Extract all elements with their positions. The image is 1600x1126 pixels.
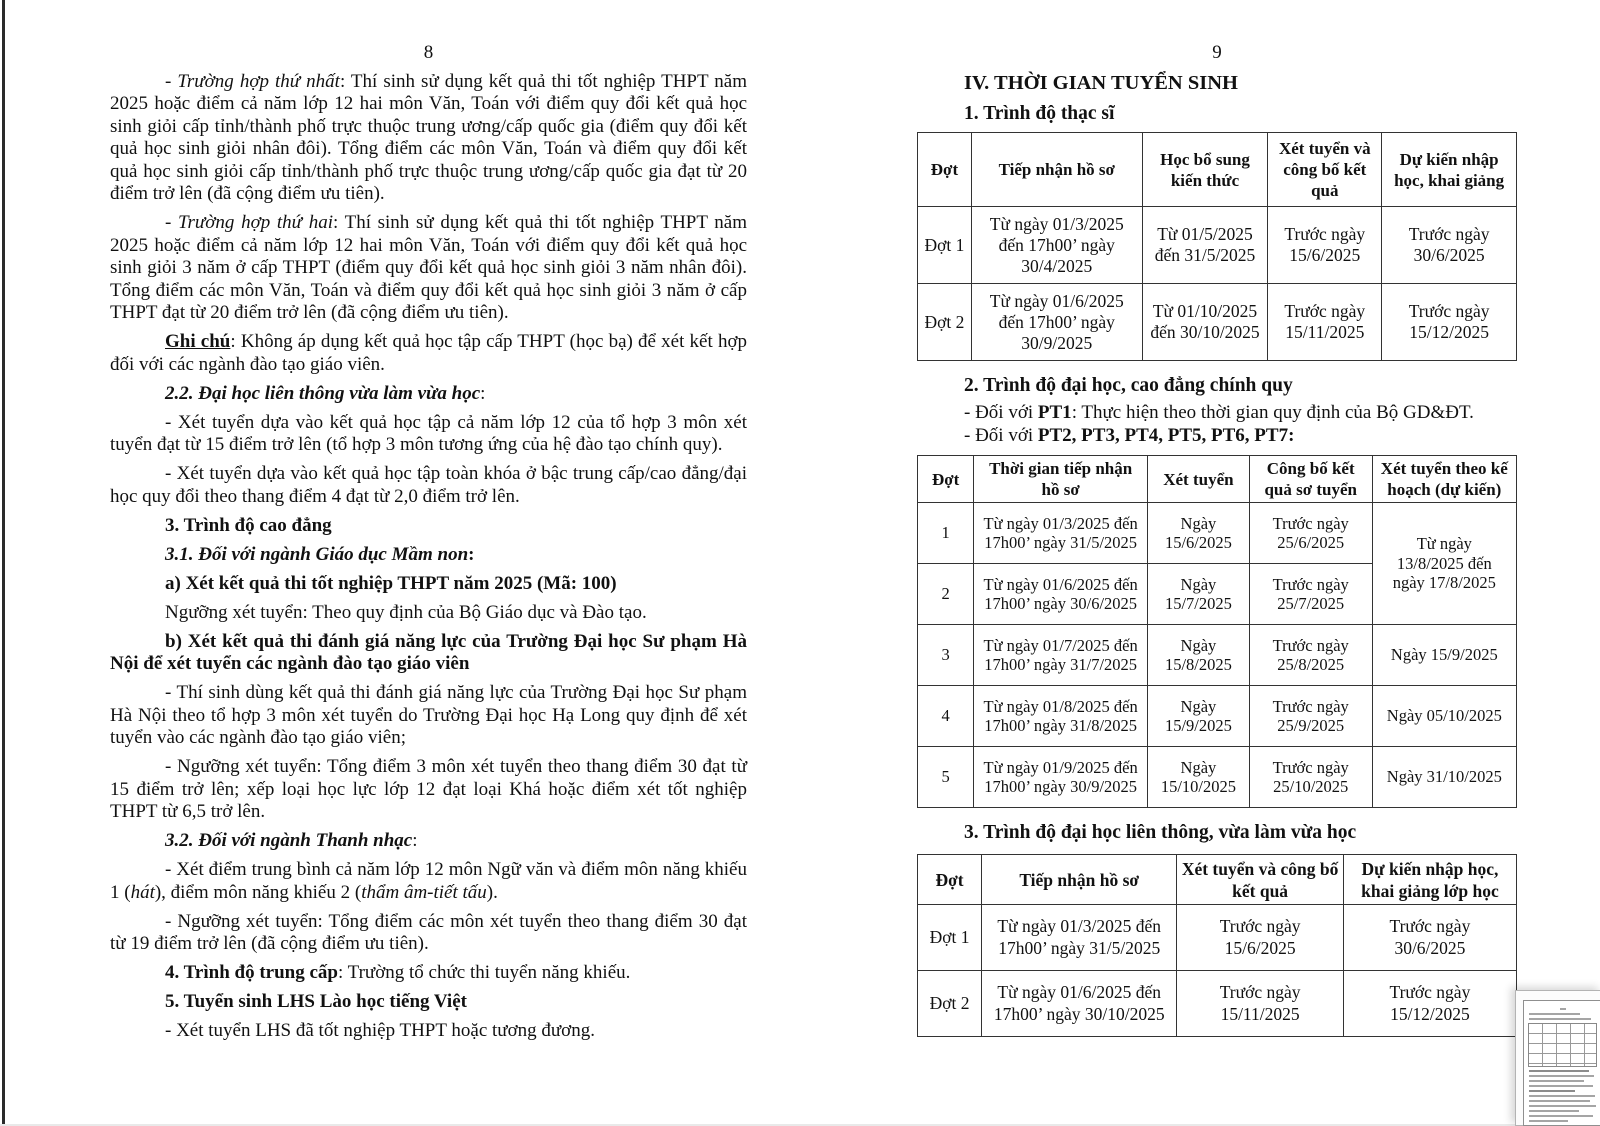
cell: Trước ngày 15/12/2025: [1382, 284, 1517, 361]
paragraph-bullet: - Ngưỡng xét tuyển: Tổng điểm 3 môn xét tuyển theo thang điểm 30 đạt từ 15 điểm trở lên; xếp loại học lực lớp 12 đạt loại Khá hoặc điểm xét tốt nghiệp THPT từ 6,5 trở lên.: [110, 756, 747, 822]
thumbnail-text-line: [1529, 1013, 1580, 1015]
thumbnail-table-sketch: [1528, 1023, 1597, 1067]
thumbnail-text-line: [1529, 1085, 1593, 1087]
heading-3-1-b: b) Xét kết quả thi đánh giá năng lực của Trường Đại học Sư phạm Hà Nội để xét tuyển các ngành đào tạo giáo viên: [110, 630, 747, 674]
table-row: [918, 503, 1517, 564]
col-header: Học bổ sung kiến thức: [1142, 133, 1268, 207]
thumbnail-text-line: [1529, 1110, 1579, 1112]
cell: Từ ngày 01/9/2025 đến 17h00’ ngày 30/9/2025: [974, 747, 1148, 808]
cell: 3: [918, 625, 974, 686]
paragraph-bullet: - Xét tuyển LHS đã tốt nghiệp THPT hoặc tương đương.: [165, 1020, 595, 1041]
cell: Trước ngày 30/6/2025: [1343, 905, 1516, 971]
paragraph-bullet: - Ngưỡng xét tuyển: Tổng điểm các môn xét tuyển theo thang điểm 30 đạt từ 19 điểm trở lên (đã cộng điểm ưu tiên).: [110, 910, 747, 954]
cell: Từ ngày 01/7/2025 đến 17h00’ ngày 31/7/2025: [974, 625, 1148, 686]
cell: Trước ngày 15/6/2025: [1268, 207, 1382, 284]
col-header: Dự kiến nhập học, khai giảng: [1382, 133, 1517, 207]
col-header: Đợt: [918, 456, 974, 503]
bullet-pt2-pt7: - Đối với PT2, PT3, PT4, PT5, PT6, PT7:: [964, 425, 1295, 446]
masters-schedule-table: [917, 132, 1517, 361]
table-header-row: [918, 456, 1517, 503]
cell: 4: [918, 686, 974, 747]
col-header: Đợt: [918, 855, 982, 905]
thumbnail-text-line: [1529, 1018, 1591, 1020]
page-number-right: 9: [1212, 42, 1222, 63]
paragraph-case-2: - Trường hợp thứ hai: Thí sinh sử dụng kết quả thi tốt nghiệp THPT năm 2025 hoặc điểm cả năm lớp 12 hai môn Văn, Toán với điểm quy đổi kết quả học sinh giỏi 3 năm ở cấp THPT (điểm quy đổi kết quả học sinh giỏi 3 năm nhân đôi). Tổng điểm các môn Văn, Toán và điểm quy đổi kết quả học sinh giỏi 3 năm ở cấp THPT đạt từ 20 điểm trở lên (đã cộng điểm ưu tiên).: [110, 212, 748, 323]
undergraduate-schedule-table: [917, 455, 1517, 808]
page-9: [917, 42, 1517, 1037]
cell: Từ ngày 01/8/2025 đến 17h00’ ngày 31/8/2025: [974, 686, 1148, 747]
heading-4: 4. Trình độ trung cấp: Trường tổ chức thi tuyển năng khiếu.: [165, 962, 631, 983]
paragraph-bullet: - Xét tuyển dựa vào kết quả học tập cả năm lớp 12 của tổ hợp 3 môn xét tuyển đạt từ 15 điểm trở lên (tổ hợp 3 môn tương ứng của hệ đào tạo chính quy).: [110, 411, 747, 455]
col-header: Thời gian tiếp nhận hồ sơ: [974, 456, 1148, 503]
heading-3: 3. Trình độ cao đẳng: [165, 514, 332, 536]
cell: Ngày 15/10/2025: [1148, 747, 1250, 808]
cell: Đợt 1: [918, 207, 972, 284]
cell: Trước ngày 15/11/2025: [1177, 971, 1344, 1037]
paragraph-bullet: - Thí sinh dùng kết quả thi đánh giá năng lực của Trường Đại học Sư phạm Hà Nội theo tổ hợp 3 môn xét tuyển do Trường Đại học Hạ Long quy định để xét tuyển vào các ngành đào tạo giáo viên;: [110, 682, 747, 748]
cell: 2: [918, 564, 974, 625]
section-3-title: 3. Trình độ đại học liên thông, vừa làm vừa học: [964, 822, 1357, 843]
cell: Ngày 31/10/2025: [1372, 747, 1516, 808]
scan-edge-line: [2, 0, 5, 1124]
cell: Trước ngày 25/6/2025: [1249, 503, 1372, 564]
cell: Đợt 2: [918, 284, 972, 361]
cell: Ngày 15/7/2025: [1148, 564, 1250, 625]
cell: Trước ngày 25/9/2025: [1249, 686, 1372, 747]
thumbnail-text-line: [1529, 1095, 1595, 1097]
thumbnail-text-line: [1529, 1100, 1590, 1102]
heading-5: 5. Tuyển sinh LHS Lào học tiếng Việt: [165, 991, 467, 1012]
section-iv-heading: IV. THỜI GIAN TUYỂN SINH: [964, 72, 1238, 94]
cell: Ngày 15/9/2025: [1148, 686, 1250, 747]
cell: Từ ngày 01/3/2025 đến 17h00’ ngày 30/4/2025: [971, 207, 1142, 284]
heading-3-1: 3.1. Đối với ngành Giáo dục Mầm non:: [165, 543, 475, 565]
col-header: Xét tuyển và công bố kết quả: [1177, 855, 1344, 905]
col-header: Đợt: [918, 133, 972, 207]
table-row: [918, 284, 1517, 361]
thumbnail-text-line: [1529, 1075, 1594, 1077]
col-header: Công bố kết quả sơ tuyển: [1249, 456, 1372, 503]
heading-3-2: 3.2. Đối với ngành Thanh nhạc:: [165, 830, 418, 851]
heading-3-1-a: a) Xét kết quả thi tốt nghiệp THPT năm 2025 (Mã: 100): [165, 572, 617, 594]
cell: Trước ngày 25/10/2025: [1249, 747, 1372, 808]
cell: Đợt 2: [918, 971, 982, 1037]
cell: 1: [918, 503, 974, 564]
cell: Từ ngày 01/3/2025 đến 17h00’ ngày 31/5/2025: [982, 905, 1177, 971]
cell: 5: [918, 747, 974, 808]
cell: Trước ngày 15/12/2025: [1343, 971, 1516, 1037]
cell: Ngày 15/9/2025: [1372, 625, 1516, 686]
cell: Trước ngày 30/6/2025: [1382, 207, 1517, 284]
thumbnail-text-line: [1529, 1105, 1596, 1107]
table-row: [918, 905, 1517, 971]
cell-merged: Từ ngày 13/8/2025 đến ngày 17/8/2025: [1372, 503, 1516, 625]
thumbnail-text-line: [1529, 1070, 1589, 1072]
table-row: [918, 971, 1517, 1037]
paragraph-case-1: - Trường hợp thứ nhất: Thí sinh sử dụng kết quả thi tốt nghiệp THPT năm 2025 hoặc điểm cả năm lớp 12 hai môn Văn, Toán với điểm quy đổi kết quả học sinh giỏi cấp tỉnh/thành phố trực thuộc trung ương/cấp quốc gia (điểm quy đổi kết quả học sinh giỏi nhân đôi). Tổng điểm các môn Văn, Toán và điểm quy đổi kết quả học sinh giỏi cấp tỉnh/thành phố trực thuộc trung ương/cấp quốc gia đạt từ 20 điểm trở lên (đã cộng điểm ưu tiên).: [110, 70, 748, 204]
cell: Từ ngày 01/3/2025 đến 17h00’ ngày 31/5/2025: [974, 503, 1148, 564]
cell: Đợt 1: [918, 905, 982, 971]
cell: Ngày 05/10/2025: [1372, 686, 1516, 747]
col-header: Xét tuyển và công bố kết quả: [1268, 133, 1382, 207]
section-2-title: 2. Trình độ đại học, cao đẳng chính quy: [964, 375, 1293, 396]
page-number-left: 8: [423, 42, 434, 63]
cell: Từ 01/10/2025 đến 30/10/2025: [1142, 284, 1268, 361]
cell: Trước ngày 15/11/2025: [1268, 284, 1382, 361]
col-header: Xét tuyển theo kế hoạch (dự kiến): [1372, 456, 1516, 503]
table-header-row: [918, 133, 1517, 207]
parttime-schedule-table: [917, 854, 1517, 1037]
cell: Ngày 15/6/2025: [1148, 503, 1250, 564]
cell: Từ ngày 01/6/2025 đến 17h00’ ngày 30/9/2025: [971, 284, 1142, 361]
cell: Trước ngày 25/8/2025: [1249, 625, 1372, 686]
table-row: [918, 625, 1517, 686]
thumbnail-text-line: [1560, 1008, 1566, 1010]
col-header: Xét tuyển: [1148, 456, 1250, 503]
col-header: Tiếp nhận hồ sơ: [971, 133, 1142, 207]
thumbnail-text-line: [1529, 1080, 1584, 1082]
page-thumbnail[interactable]: [1515, 990, 1600, 1126]
cell: Từ ngày 01/6/2025 đến 17h00’ ngày 30/6/2025: [974, 564, 1148, 625]
thumbnail-text-line: [1529, 1090, 1575, 1092]
cell: Trước ngày 25/7/2025: [1249, 564, 1372, 625]
table-header-row: [918, 855, 1517, 905]
cell: Từ 01/5/2025 đến 31/5/2025: [1142, 207, 1268, 284]
col-header: Tiếp nhận hồ sơ: [982, 855, 1177, 905]
table-row: [918, 747, 1517, 808]
thumbnail-text-line: [1529, 1120, 1568, 1122]
cell: Từ ngày 01/6/2025 đến 17h00’ ngày 30/10/2025: [982, 971, 1177, 1037]
page-8: [110, 42, 747, 1043]
col-header: Dự kiến nhập học, khai giảng lớp học: [1343, 855, 1516, 905]
paragraph-bullet: - Xét điểm trung bình cả năm lớp 12 môn Ngữ văn và điểm môn năng khiếu 1 (hát), điểm môn năng khiếu 2 (thẩm âm-tiết tấu).: [110, 859, 747, 903]
thumbnail-page-sketch: [1523, 1000, 1600, 1126]
paragraph-bullet: - Xét tuyển dựa vào kết quả học tập toàn khóa ở bậc trung cấp/cao đẳng/đại học quy đổi theo thang điểm 4 đạt từ 2,0 điểm trở lên.: [110, 463, 747, 507]
thumbnail-text-line: [1529, 1115, 1593, 1117]
paragraph-threshold: Ngưỡng xét tuyển: Theo quy định của Bộ Giáo dục và Đào tạo.: [165, 601, 647, 623]
cell: Ngày 15/8/2025: [1148, 625, 1250, 686]
bullet-pt1: - Đối với PT1: Thực hiện theo thời gian quy định của Bộ GD&ĐT.: [964, 402, 1474, 423]
cell: Trước ngày 15/6/2025: [1177, 905, 1344, 971]
section-1-title: 1. Trình độ thạc sĩ: [964, 103, 1115, 124]
note-ghi-chu: Ghi chú: Không áp dụng kết quả học tập cấp THPT (học bạ) để xét kết hợp đối với các ngành đào tạo giáo viên.: [110, 331, 748, 375]
heading-2-2: 2.2. Đại học liên thông vừa làm vừa học:: [165, 382, 486, 404]
table-row: [918, 686, 1517, 747]
table-row: [918, 207, 1517, 284]
